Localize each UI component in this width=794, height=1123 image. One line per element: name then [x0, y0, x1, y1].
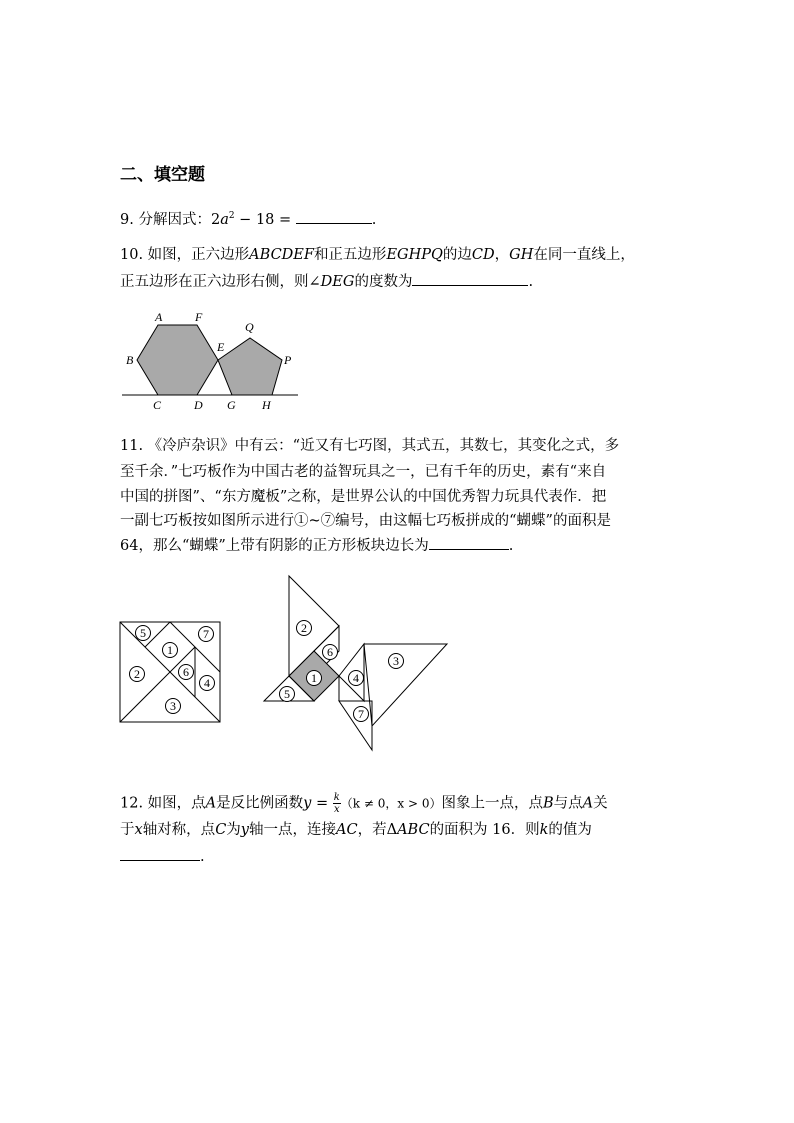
section-heading: 二、填空题: [120, 165, 205, 185]
q10-text: 正五边形在正六边形右侧，则∠: [120, 274, 321, 290]
piece-3-label: 3: [170, 699, 176, 713]
question-11-line-1: [120, 436, 619, 456]
q12-text: 轴一点，连接: [249, 822, 336, 838]
q12-fraction: [333, 792, 341, 815]
question-10-line-1: [120, 245, 635, 265]
butterfly-piece-2-label: 2: [301, 621, 307, 635]
q10-gh: GH: [509, 247, 534, 263]
q12-text: 图象上一点，点: [441, 795, 543, 812]
q11-text: 一副七巧板按如图所示进行①~⑦编号，由这幅七巧板拼成的“蝴蝶”的面积是: [120, 513, 611, 529]
label-d: D: [194, 398, 203, 412]
label-f: F: [195, 310, 203, 324]
q12-point-c: C: [215, 822, 227, 838]
q11-text: 至千余．”七巧板作为中国古老的益智玩具之一，已有千年的历史，素有“来自: [120, 464, 607, 480]
question-9: [120, 206, 376, 230]
q10-comma: ，: [494, 247, 510, 263]
butterfly-piece-4-label: 4: [353, 671, 359, 685]
q12-text: 轴对称，点: [142, 822, 216, 838]
piece-6-label: 6: [183, 665, 189, 679]
butterfly-figure: [262, 574, 452, 754]
q12-var-y: y: [240, 822, 249, 838]
q12-point-a: A: [205, 795, 217, 812]
q12-var-k: k: [539, 822, 549, 838]
question-11-line-3: [120, 487, 606, 507]
label-e: E: [217, 340, 225, 354]
question-11-line-5: [120, 535, 513, 556]
q10-end: .: [528, 274, 534, 290]
label-p: P: [284, 353, 292, 367]
q12-point-b: B: [542, 795, 554, 812]
butterfly-piece-3-label: 3: [393, 654, 399, 668]
q11-number: 11.: [120, 438, 144, 454]
q10-text: 如图，正六边形: [147, 247, 250, 263]
q10-cd: CD: [471, 247, 495, 263]
piece-7-label: 7: [203, 627, 209, 641]
label-q: Q: [245, 320, 254, 334]
q12-end: .: [200, 849, 205, 865]
q10-answer-blank: [412, 271, 528, 286]
q9-expr-var: a: [220, 211, 229, 228]
q9-expr-rest: − 18 =: [234, 211, 292, 228]
q12-answer-blank: [120, 846, 200, 861]
q10-text: 的边: [442, 247, 472, 263]
q11-text: 64，那么“蝴蝶”上带有阴影的正方形板块边长为: [120, 538, 429, 554]
q10-text: 和正五边形: [313, 247, 387, 263]
q12-frac-num: k: [333, 792, 340, 803]
label-h: H: [262, 398, 271, 412]
q10-hex-name: ABCDEF: [249, 247, 314, 263]
q9-expr-exp: 2: [228, 211, 235, 221]
q12-text: 如图，点: [147, 795, 206, 812]
q11-answer-blank: [429, 535, 509, 550]
q9-answer-blank: [296, 209, 372, 224]
label-a: A: [155, 310, 163, 324]
q12-text: 于: [120, 822, 135, 838]
question-11-line-2: [120, 462, 606, 482]
label-g: G: [227, 398, 236, 412]
q12-triangle-abc: ABC: [397, 822, 430, 838]
butterfly-piece-6-label: 6: [327, 645, 333, 659]
butterfly-piece-1-label: 1: [311, 671, 317, 685]
piece-1-label: 1: [167, 643, 173, 657]
q9-text: 分解因式：: [138, 211, 211, 228]
q12-text: ，若Δ: [357, 822, 398, 838]
q11-end: .: [508, 538, 514, 554]
q12-var-x: x: [134, 822, 143, 838]
q9-end: .: [371, 211, 377, 228]
q12-text: 的值为: [548, 822, 592, 838]
q12-text: 与点: [553, 795, 583, 812]
tangram-square-figure: [118, 620, 224, 726]
q12-text: 为: [226, 822, 241, 838]
piece-4-label: 4: [204, 676, 210, 690]
q11-text: 《冷庐杂识》中有云：“近又有七巧图，其式五，其数七，其变化之式，多: [147, 438, 620, 454]
q11-text: 中国的拼图”、“东方魔板”之称，是世界公认的中国优秀智力玩具代表作．把: [120, 489, 607, 505]
piece-2-label: 2: [134, 667, 140, 681]
pentagon-shape: [218, 338, 282, 395]
piece-5-label: 5: [140, 626, 146, 640]
q12-segment-ac: AC: [336, 822, 358, 838]
q9-number: 9.: [120, 211, 134, 228]
q12-var-y: y: [303, 795, 312, 812]
q10-number: 10.: [120, 247, 144, 263]
question-10-line-2: [120, 271, 533, 292]
question-12-line-3: [120, 846, 205, 867]
q12-frac-den: x: [333, 804, 340, 815]
q12-text: 的面积为 16．则: [429, 822, 540, 838]
hexagon-shape: [137, 325, 218, 395]
piece-3-shape: [364, 644, 447, 726]
q10-angle-name: DEG: [320, 274, 355, 290]
q10-pent-name: EGHPQ: [386, 247, 443, 263]
question-11-line-4: [120, 511, 611, 531]
question-12-line-2: [120, 820, 592, 840]
hexagon-pentagon-figure: [110, 305, 310, 415]
question-12-line-1: [120, 792, 608, 815]
butterfly-piece-5-label: 5: [284, 687, 290, 701]
q12-number: 12.: [120, 795, 144, 812]
q12-text: 是反比例函数: [216, 795, 304, 812]
label-b: B: [126, 353, 134, 367]
q10-text: 在同一直线上，: [533, 247, 635, 263]
q12-eq: =: [311, 795, 333, 812]
q12-condition: （k ≠ 0，x > 0）: [340, 796, 442, 811]
half-diagonal: [120, 672, 170, 722]
q10-text: 的度数为: [354, 274, 413, 290]
butterfly-piece-7-label: 7: [358, 707, 364, 721]
q12-text: 关: [593, 795, 608, 812]
q12-point-a: A: [582, 795, 594, 812]
q9-expr-coef: 2: [210, 211, 221, 228]
label-c: C: [153, 398, 162, 412]
